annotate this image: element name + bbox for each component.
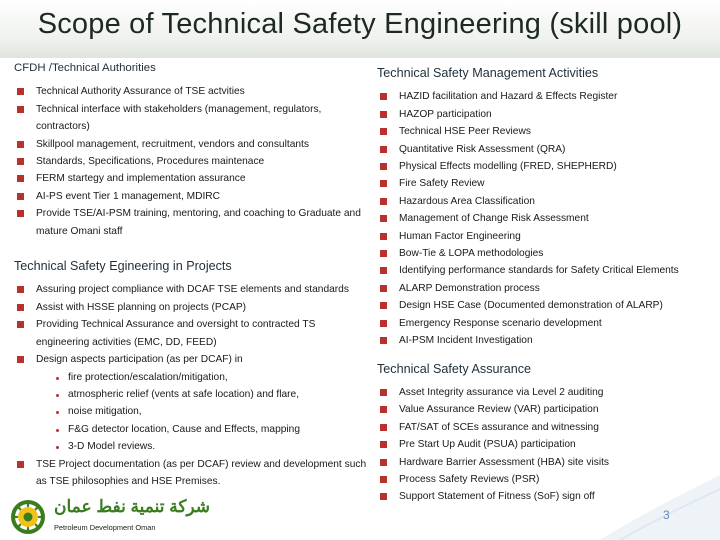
page-number: 3: [663, 508, 670, 522]
list-item: Assist with HSSE planning on projects (PCAP): [14, 299, 369, 316]
list-item: FAT/SAT of SCEs assurance and witnessing: [377, 419, 713, 436]
list-item: Design aspects participation (as per DCAF) in: [14, 351, 369, 368]
sub-list-item: 3-D Model reviews.: [14, 438, 369, 455]
design-aspects-sublist: [14, 369, 369, 456]
pdo-emblem-icon: [10, 499, 46, 535]
list-item: Hazardous Area Classification: [377, 193, 713, 210]
list-item: Design HSE Case (Documented demonstration of ALARP): [377, 297, 713, 314]
projects-list-end: [14, 456, 369, 491]
list-item: Emergency Response scenario development: [377, 315, 713, 332]
list-item: HAZID facilitation and Hazard & Effects Register: [377, 88, 713, 105]
sub-list-item: F&G detector location, Cause and Effects, mapping: [14, 421, 369, 438]
list-item: Value Assurance Review (VAR) participation: [377, 401, 713, 418]
logo-arabic-text: شركة تنمية نفط عمان: [54, 497, 211, 516]
list-item: Assuring project compliance with DCAF TSE elements and standards: [14, 281, 369, 298]
assurance-heading: Technical Safety Assurance: [377, 361, 532, 376]
list-item: TSE Project documentation (as per DCAF) review and development such as TSE philosophies and HSE Premises.: [14, 456, 369, 491]
list-item: Support Statement of Fitness (SoF) sign off: [377, 488, 713, 505]
logo-english-text: Petroleum Development Oman: [54, 523, 156, 532]
list-item: Quantitative Risk Assessment (QRA): [377, 141, 713, 158]
list-item: Technical interface with stakeholders (management, regulators, contractors): [14, 101, 369, 136]
projects-list: [14, 281, 369, 368]
list-item: Technical HSE Peer Reviews: [377, 123, 713, 140]
list-item: Pre Start Up Audit (PSUA) participation: [377, 436, 713, 453]
list-item: Management of Change Risk Assessment: [377, 210, 713, 227]
right-column: [377, 65, 713, 506]
list-item: Physical Effects modelling (FRED, SHEPHERD): [377, 158, 713, 175]
management-list: [377, 88, 713, 349]
list-item: Fire Safety Review: [377, 175, 713, 192]
list-item: Process Safety Reviews (PSR): [377, 471, 713, 488]
list-item: Bow-Tie & LOPA methodologies: [377, 245, 713, 262]
list-item: Technical Authority Assurance of TSE actvities: [14, 83, 369, 100]
list-item: HAZOP participation: [377, 106, 713, 123]
list-item: FERM startegy and implementation assurance: [14, 170, 369, 187]
sub-list-item: atmospheric relief (vents at safe location) and flare,: [14, 386, 369, 403]
list-item: Asset Integrity assurance via Level 2 auditing: [377, 384, 713, 401]
list-item: Skillpool management, recruitment, vendors and consultants: [14, 136, 369, 153]
slide-title: Scope of Technical Safety Engineering (skill pool): [37, 8, 683, 40]
list-item: Hardware Barrier Assessment (HBA) site visits: [377, 454, 713, 471]
list-item: AI-PS event Tier 1 management, MDIRC: [14, 188, 369, 205]
list-item: Identifying performance standards for Safety Critical Elements: [377, 262, 713, 279]
list-item: Provide TSE/AI-PSM training, mentoring, and coaching to Graduate and mature Omani staff: [14, 205, 369, 240]
projects-heading: Technical Safety Egineering in Projects: [14, 259, 232, 274]
corner-decoration: [600, 475, 720, 540]
sub-list-item: noise mitigation,: [14, 403, 369, 420]
list-item: ALARP Demonstration process: [377, 280, 713, 297]
list-item: Standards, Specifications, Procedures maintenace: [14, 153, 369, 170]
list-item: AI-PSM Incident Investigation: [377, 332, 713, 349]
list-item: Human Factor Engineering: [377, 228, 713, 245]
sub-list-item: fire protection/escalation/mitigation,: [14, 369, 369, 386]
authorities-list: [14, 83, 369, 240]
pdo-logo: [6, 497, 211, 537]
management-heading: Technical Safety Management Activities: [377, 66, 599, 80]
list-item: Providing Technical Assurance and oversight to contracted TS engineering activities (EMC, DD, FEED): [14, 316, 369, 351]
left-column: [14, 60, 369, 490]
authorities-heading: CFDH /Technical Authorities: [14, 62, 156, 74]
